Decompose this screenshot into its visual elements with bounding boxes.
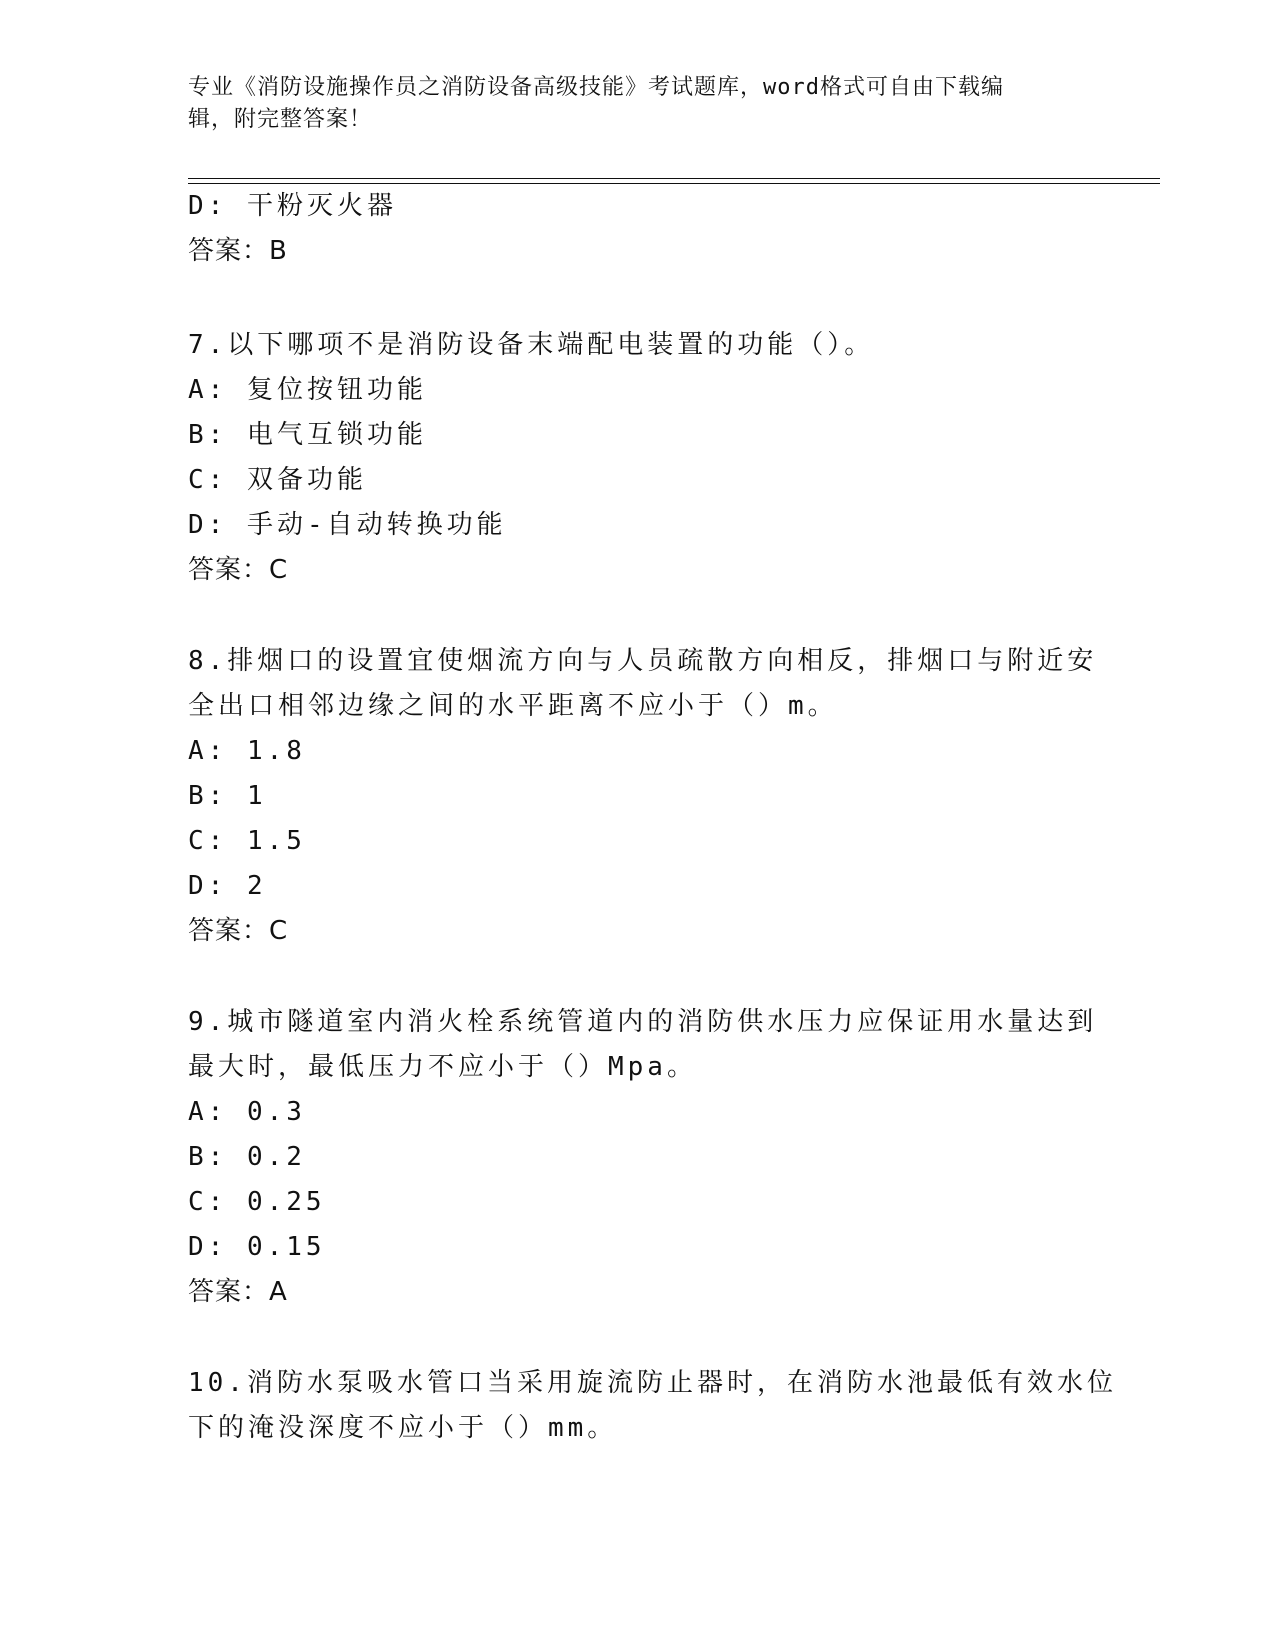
q7-option-b: B: 电气互锁功能 <box>188 420 427 450</box>
header-divider-bottom <box>188 183 1160 184</box>
q9-option-d: D: 0.15 <box>188 1232 326 1262</box>
q7-option-d: D: 手动-自动转换功能 <box>188 510 507 540</box>
q8-option-a: A: 1.8 <box>188 736 306 766</box>
header-divider-top <box>188 178 1160 179</box>
q9-stem-line-1: 9.城市隧道室内消火栓系统管道内的消防供水压力应保证用水量达到 <box>188 1007 1098 1037</box>
q7-answer: 答案：C <box>188 555 289 585</box>
q9-answer: 答案：A <box>188 1277 288 1307</box>
header-line-2: 辑，附完整答案！ <box>188 107 373 132</box>
q10-stem-line-2: 下的淹没深度不应小于（）mm。 <box>188 1413 618 1443</box>
q8-answer: 答案：C <box>188 916 289 946</box>
q8-stem-line-1: 8.排烟口的设置宜使烟流方向与人员疏散方向相反，排烟口与附近安 <box>188 646 1098 676</box>
q9-option-c: C: 0.25 <box>188 1187 326 1217</box>
q9-stem-line-2: 最大时，最低压力不应小于（）Mpa。 <box>188 1052 697 1082</box>
prev-option-d: D: 干粉灭火器 <box>188 191 397 221</box>
q7-option-a: A: 复位按钮功能 <box>188 375 427 405</box>
q8-option-d: D: 2 <box>188 871 267 901</box>
q9-option-a: A: 0.3 <box>188 1097 306 1127</box>
q8-option-c: C: 1.5 <box>188 826 306 856</box>
prev-answer: 答案：B <box>188 236 288 266</box>
q9-option-b: B: 0.2 <box>188 1142 306 1172</box>
q8-option-b: B: 1 <box>188 781 267 811</box>
document-header <box>188 72 1088 136</box>
q8-stem-line-2: 全出口相邻边缘之间的水平距离不应小于（）m。 <box>188 691 838 721</box>
q7-option-c: C: 双备功能 <box>188 465 367 495</box>
header-line-1: 专业《消防设施操作员之消防设备高级技能》考试题库，word格式可自由下载编 <box>188 75 1004 100</box>
q10-stem-line-1: 10.消防水泵吸水管口当采用旋流防止器时，在消防水池最低有效水位 <box>188 1368 1117 1398</box>
q7-stem: 7.以下哪项不是消防设备末端配电装置的功能（）。 <box>188 330 875 360</box>
